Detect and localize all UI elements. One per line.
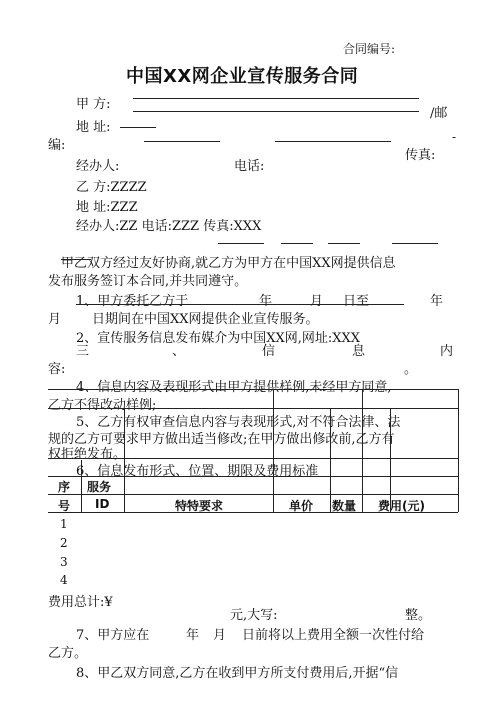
party-b-address: 地 址:ZZZ [76,200,138,215]
clause-3-rong: 容: [48,362,66,377]
clause-4-b: 乙方不得改动样例; [48,398,157,413]
party-a-underline-2 [133,111,419,112]
table-header-unit-price: 单价 [289,499,314,513]
clause-1-year: 年 [259,294,273,309]
postcode-underline-2 [275,141,391,142]
table-col-1 [81,460,82,512]
clause-5-b: 规的乙方可要求甲方做出适当修改;在甲方做出修改前,乙方有 [48,432,395,447]
table-col-5 [362,389,363,512]
clause-3-char-1: 三 [76,344,90,359]
clause-1-a: 1、甲方委托乙方于 [76,294,189,309]
table-grid-line-4 [48,476,458,477]
intro-line-2: 发布服务签订本合同,并共同遵守。 [48,274,248,289]
table-grid-top [48,389,458,390]
table-header-xu: 序 [58,480,71,494]
table-header-hao: 号 [58,499,71,513]
clause-7-b: 乙方。 [48,646,88,661]
clause-7-month: 月 [213,628,227,643]
table-col-4 [330,408,331,512]
party-b-agent-line: 经办人:ZZ 电话:ZZZ 传真:XXX [76,219,262,234]
party-a-address-label: 地 址: [76,120,111,135]
party-b-label: 乙 方:ZZZZ [76,180,147,195]
table-row-number: 1 [60,517,68,531]
clause-3-end: 。 [404,362,418,377]
clause-8: 8、甲乙双方同意,乙方在收到甲方所支付费用后,开据“信 [76,666,399,681]
page-title: 中国XX网企业宣传服务合同 [126,66,359,87]
table-col-3 [273,389,274,512]
clause-1-b-month: 月 [48,312,62,327]
clause-3-char-2: 、 [172,344,186,359]
total-zheng: 整。 [405,608,432,623]
clause-2: 2、宣传服务信息发布媒介为中国XX网,网址:XXX [76,331,361,346]
clause-7-a: 7、甲方应在 [76,628,150,643]
blank-line-2 [281,243,313,244]
clause-6: 6、信息发布形式、位置、期限及费用标准 [76,464,319,479]
table-header-cost: 费用(元) [378,499,425,513]
clause-4-a: 4、信息内容及表现形式由甲方提供样例,未经甲方同意, [76,380,392,395]
total-label: 费用总计:¥ [48,595,113,610]
clause-7-rest: 日前将以上费用全额一次性付给 [242,628,425,643]
total-yuan: 元,大写: [230,608,278,623]
clause-1-b-rest: 日期间在中国XX网提供企业宣传服务。 [92,312,319,327]
clause-7-year: 年 [186,628,200,643]
blank-line-1 [218,243,264,244]
table-header-requirement: 特特要求 [175,499,224,513]
clause-1-year-2: 年 [430,294,444,309]
table-header-quantity: 数量 [332,499,357,513]
clause-1-underline [76,304,404,305]
party-a-label: 甲 方: [76,97,111,112]
fax-label: 传真: [405,148,436,163]
table-grid-line-2 [48,408,458,409]
address-underline [120,127,156,128]
party-a-agent-label: 经办人: [76,159,120,174]
mail-suffix: /邮 [430,106,448,121]
table-header-service: 服务 [87,480,112,494]
blank-line-3 [328,243,360,244]
table-row-number: 4 [60,573,68,587]
clause-1-day-to: 日至 [343,294,370,309]
postcode-label: 编: [48,138,66,153]
clause-5-c: 权拒绝发布。 [48,447,127,462]
clause-3-char-4: 息 [352,344,366,359]
clause-5-a: 5、乙方有权审查信息内容与表现形式,对不符合法律、法 [76,415,401,430]
blank-line-4 [392,243,438,244]
party-a-phone-label: 电话: [234,159,265,174]
clause-3-char-3: 信 [262,344,276,359]
table-row-number: 3 [60,555,68,569]
contract-number-label: 合同编号: [343,42,396,56]
postcode-underline [144,141,220,142]
dash-mark: - [452,130,457,144]
intro-line-1: 甲乙双方经过友好协商,就乙方为甲方在中国XX网提供信息 [61,256,396,271]
table-row-number: 2 [60,536,68,550]
party-a-underline [133,98,419,99]
table-col-7 [458,389,459,512]
table-grid-line-3 [48,458,458,459]
table-col-2 [124,408,125,512]
intro-strike [61,259,91,260]
table-header-id: ID [95,497,110,511]
clause-1-month: 月 [310,294,324,309]
clause-3-char-5: 内 [440,344,454,359]
